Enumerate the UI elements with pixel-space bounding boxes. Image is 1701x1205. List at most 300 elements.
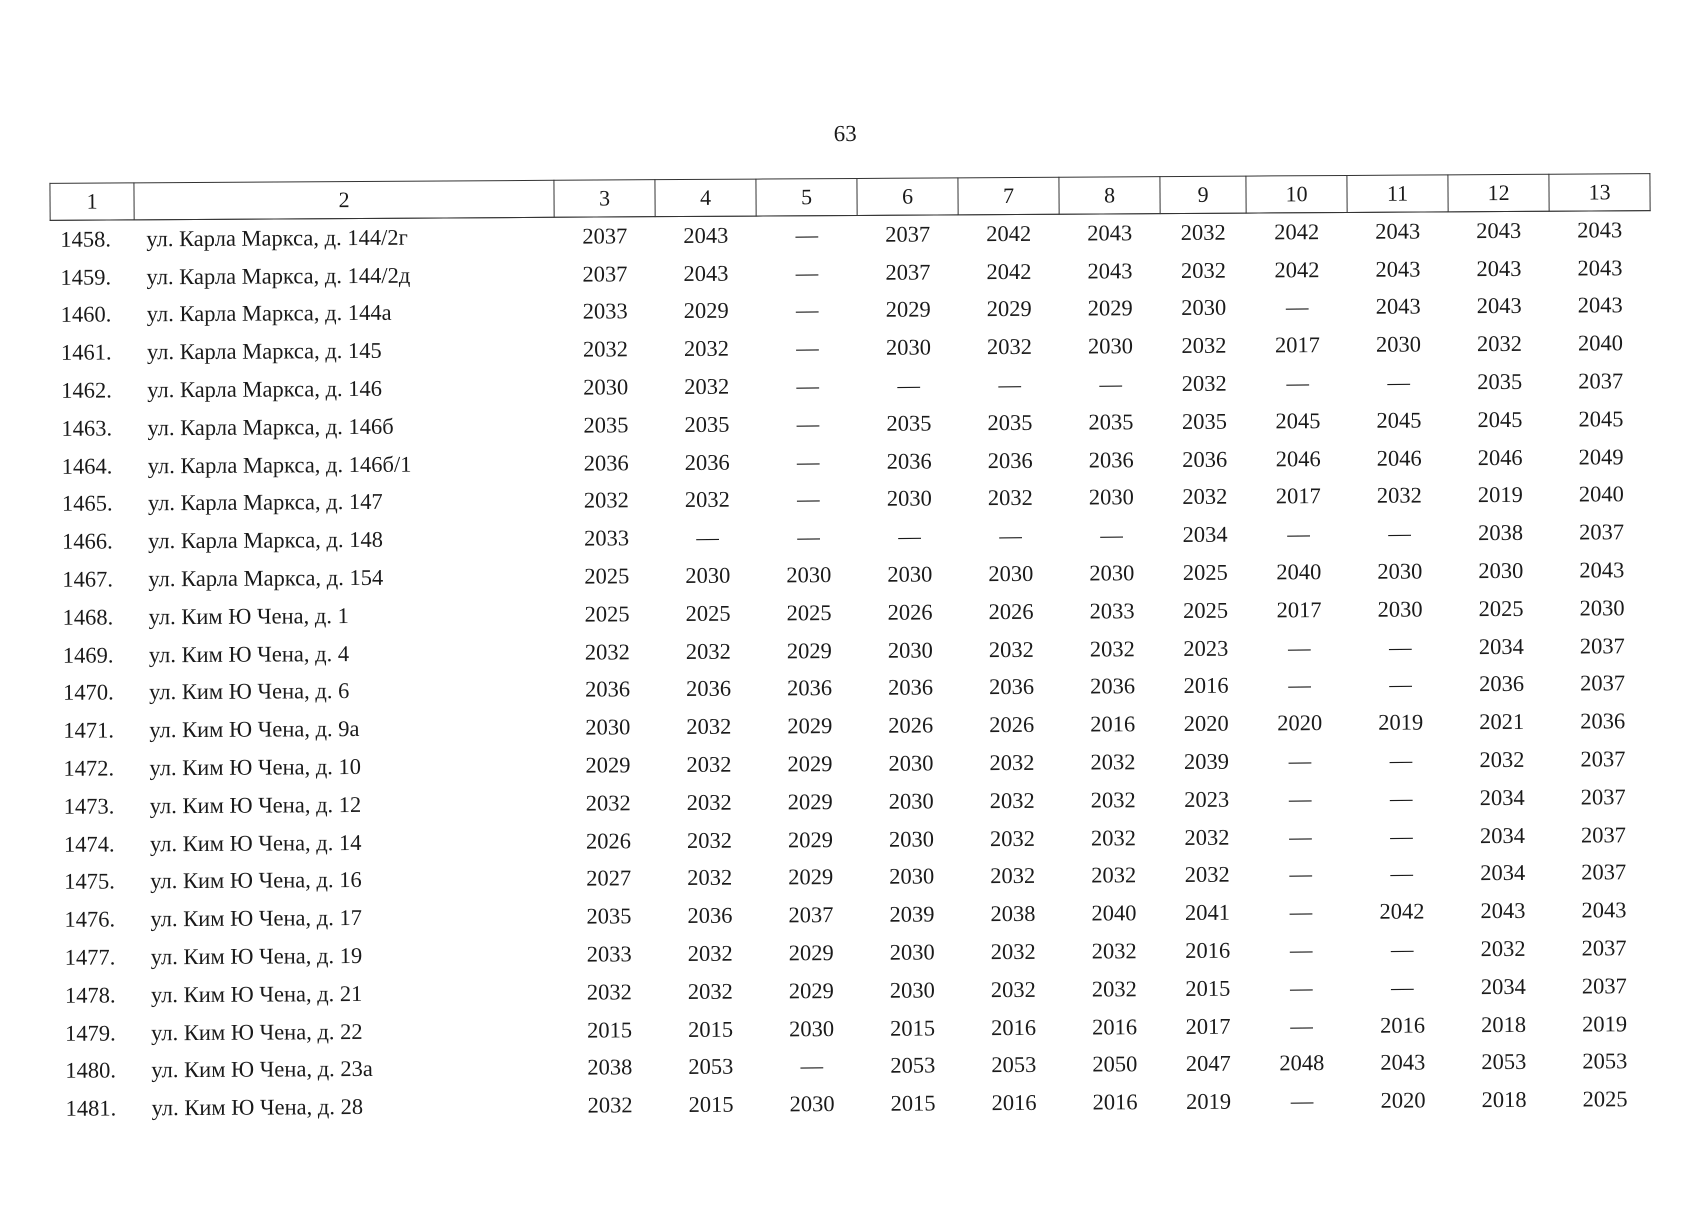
year-cell: 2042 <box>1274 256 1320 283</box>
year-cell: 2032 <box>584 639 630 665</box>
year-cell: — <box>1286 370 1310 396</box>
year-cell: 2032 <box>1184 824 1230 850</box>
year-cell: 2038 <box>1478 520 1524 546</box>
column-header: 1 <box>50 183 134 221</box>
year-cell: 2036 <box>988 674 1035 700</box>
year-cell: 2030 <box>887 637 933 663</box>
year-cell: 2034 <box>1478 633 1524 659</box>
year-cell: 2037 <box>885 221 931 247</box>
year-cell: — <box>796 448 820 474</box>
year-cell: 2037 <box>1579 670 1626 696</box>
year-cell: — <box>796 335 819 361</box>
year-cell: 2036 <box>1088 446 1134 473</box>
table-body <box>50 211 1656 1128</box>
address-cell: ул. Ким Ю Чена, д. 17 <box>150 905 363 932</box>
year-cell: — <box>897 372 921 398</box>
year-cell: — <box>1389 672 1412 698</box>
year-cell: 2030 <box>885 334 932 361</box>
year-cell: 2032 <box>1476 331 1523 357</box>
row-number: 1474. <box>63 831 115 857</box>
year-cell: 2032 <box>1090 787 1136 813</box>
year-cell: 2025 <box>1182 597 1229 623</box>
year-cell: 2036 <box>887 674 934 701</box>
row-number: 1466. <box>62 528 113 555</box>
year-cell: 2038 <box>990 901 1036 927</box>
year-cell: 2036 <box>886 448 932 474</box>
year-cell: 2030 <box>1181 295 1227 321</box>
year-cell: 2040 <box>1578 481 1624 508</box>
year-cell: 2030 <box>1087 333 1134 359</box>
year-cell: 2030 <box>988 560 1034 587</box>
year-cell: 2045 <box>1376 407 1422 433</box>
year-cell: 2043 <box>1476 255 1522 281</box>
year-cell: 2032 <box>1480 935 1526 962</box>
address-cell: ул. Ким Ю Чена, д. 6 <box>148 678 350 705</box>
year-cell: 2029 <box>788 940 834 966</box>
year-cell: 2039 <box>889 901 935 927</box>
year-cell: 2038 <box>587 1054 633 1081</box>
year-cell: 2025 <box>584 601 630 627</box>
address-cell: ул. Ким Ю Чена, д. 22 <box>151 1018 363 1045</box>
column-header: 13 <box>1549 174 1650 212</box>
year-cell: 2043 <box>1480 898 1526 924</box>
year-cell: 2032 <box>683 336 730 362</box>
year-cell: 2032 <box>986 334 1033 360</box>
year-cell: 2025 <box>1182 559 1228 586</box>
row-number: 1481. <box>65 1095 117 1122</box>
year-cell: 2043 <box>1577 217 1623 243</box>
year-cell: 2043 <box>1577 292 1623 319</box>
column-header: 9 <box>1160 176 1246 214</box>
year-cell: 2050 <box>1092 1051 1138 1077</box>
year-cell: 2030 <box>1579 595 1625 621</box>
year-cell: 2032 <box>1182 484 1228 510</box>
year-cell: 2037 <box>1579 519 1625 545</box>
address-cell: ул. Ким Ю Чена, д. 28 <box>151 1094 364 1121</box>
year-cell: 2046 <box>1477 444 1523 470</box>
year-cell: — <box>795 297 819 323</box>
year-cell: 2037 <box>885 259 931 285</box>
year-cell: 2033 <box>586 941 632 967</box>
year-cell: 2046 <box>1376 445 1422 471</box>
year-cell: 2026 <box>988 598 1034 625</box>
year-cell: 2026 <box>888 712 934 739</box>
year-cell: — <box>797 524 820 550</box>
year-cell: 2016 <box>991 1090 1037 1116</box>
year-cell: 2016 <box>1090 711 1136 737</box>
year-cell: 2032 <box>1090 824 1137 851</box>
year-cell: 2037 <box>1580 746 1626 772</box>
year-cell: 2017 <box>1185 1013 1231 1039</box>
year-cell: 2053 <box>890 1052 936 1079</box>
year-cell: 2016 <box>1092 1013 1138 1040</box>
year-cell: 2034 <box>1479 784 1525 811</box>
row-number: 1478. <box>64 982 116 1008</box>
row-number: 1459. <box>60 264 112 290</box>
year-cell: 2030 <box>889 977 935 1003</box>
row-number: 1480. <box>65 1057 117 1084</box>
year-cell: 2036 <box>1089 673 1136 699</box>
address-cell: ул. Карла Маркса, д. 146б <box>147 413 394 441</box>
year-cell: 2032 <box>686 751 732 778</box>
year-cell: — <box>1389 785 1413 811</box>
column-header: 2 <box>134 180 554 220</box>
year-cell: 2032 <box>687 940 733 967</box>
address-cell: ул. Ким Ю Чена, д. 9а <box>149 716 360 743</box>
year-cell: 2033 <box>1089 598 1135 624</box>
year-cell: — <box>999 523 1022 549</box>
row-number: 1461. <box>60 339 112 366</box>
year-cell: 2032 <box>989 749 1035 776</box>
year-cell: 2019 <box>1378 709 1424 736</box>
year-cell: 2029 <box>585 752 631 778</box>
year-cell: 2037 <box>1581 935 1627 961</box>
year-cell: 2033 <box>584 525 630 551</box>
year-cell: 2016 <box>1092 1089 1138 1115</box>
year-cell: 2030 <box>889 863 935 890</box>
year-cell: — <box>898 523 921 549</box>
year-cell: 2039 <box>1183 748 1230 775</box>
year-cell: — <box>1288 672 1311 698</box>
year-cell: 2032 <box>687 865 733 891</box>
year-cell: 2015 <box>688 1016 734 1042</box>
year-cell: 2037 <box>1580 821 1627 848</box>
address-cell: ул. Ким Ю Чена, д. 21 <box>150 980 363 1008</box>
year-cell: 2029 <box>683 298 729 324</box>
year-cell: 2045 <box>1578 406 1624 432</box>
address-cell: ул. Ким Ю Чена, д. 14 <box>149 829 362 856</box>
year-cell: 2032 <box>1181 332 1227 359</box>
year-cell: — <box>1390 861 1414 887</box>
year-cell: 2037 <box>1578 368 1624 394</box>
year-cell: 2036 <box>584 676 631 703</box>
row-number: 1475. <box>64 868 115 895</box>
row-number: 1471. <box>63 717 114 744</box>
year-cell: 2020 <box>1277 710 1323 736</box>
year-cell: 2032 <box>1091 976 1137 1002</box>
year-cell: 2036 <box>1580 708 1626 734</box>
year-cell: 2035 <box>583 412 629 438</box>
year-cell: 2015 <box>890 1015 936 1041</box>
year-cell: 2030 <box>1089 560 1135 586</box>
row-number: 1463. <box>61 415 113 441</box>
year-cell: 2034 <box>1479 822 1526 848</box>
year-cell: 2036 <box>1478 671 1525 697</box>
column-header: 7 <box>958 177 1059 215</box>
year-cell: 2043 <box>1380 1049 1426 1076</box>
row-number: 1472. <box>63 755 115 781</box>
year-cell: 2046 <box>1275 445 1321 472</box>
year-cell: 2043 <box>1375 256 1421 282</box>
schedule-table <box>49 173 1656 1128</box>
year-cell: 2016 <box>991 1014 1037 1040</box>
year-cell: 2030 <box>583 374 629 400</box>
year-cell: 2032 <box>989 787 1035 813</box>
year-cell: — <box>998 372 1022 398</box>
year-cell: 2036 <box>786 675 833 701</box>
year-cell: 2026 <box>585 827 632 854</box>
year-cell: — <box>1287 521 1310 547</box>
year-cell: 2032 <box>687 978 733 1004</box>
year-cell: — <box>797 486 820 512</box>
year-cell: 2040 <box>1276 559 1322 585</box>
year-cell: 2045 <box>1275 407 1321 434</box>
year-cell: 2043 <box>1087 220 1133 246</box>
year-cell: — <box>1391 974 1414 1000</box>
year-cell: 2030 <box>585 714 631 740</box>
year-cell: 2032 <box>686 789 732 815</box>
year-cell: 2032 <box>1091 938 1137 964</box>
row-number: 1467. <box>62 566 114 592</box>
address-cell: ул. Карла Маркса, д. 144а <box>146 300 392 327</box>
year-cell: 2036 <box>685 676 732 702</box>
year-cell: 2042 <box>1274 219 1320 245</box>
year-cell: — <box>696 525 719 551</box>
year-cell: 2032 <box>684 487 730 513</box>
year-cell: 2049 <box>1578 443 1624 470</box>
year-cell: 2037 <box>788 902 834 928</box>
year-cell: 2029 <box>986 296 1032 322</box>
year-cell: — <box>1389 747 1413 773</box>
address-cell: ул. Карла Маркса, д. 144/2г <box>146 224 408 252</box>
year-cell: 2032 <box>583 487 629 514</box>
address-cell: ул. Ким Ю Чена, д. 12 <box>149 791 362 819</box>
year-cell: 2030 <box>888 826 935 852</box>
year-cell: 2034 <box>1182 521 1228 548</box>
column-header: 11 <box>1347 175 1448 213</box>
year-cell: 2030 <box>887 561 933 587</box>
address-cell: ул. Ким Ю Чена, д. 16 <box>150 867 362 894</box>
row-number: 1476. <box>64 906 116 933</box>
year-cell: 2032 <box>1090 749 1136 775</box>
year-cell: 2015 <box>688 1091 734 1118</box>
row-number: 1470. <box>62 679 114 706</box>
year-cell: — <box>1290 1088 1314 1114</box>
year-cell: 2019 <box>1185 1088 1232 1115</box>
row-number: 1464. <box>61 453 113 479</box>
year-cell: 2036 <box>687 902 733 929</box>
address-cell: ул. Карла Маркса, д. 148 <box>148 527 383 554</box>
year-cell: 2025 <box>1478 595 1524 622</box>
year-cell: — <box>1290 1012 1313 1038</box>
year-cell: 2037 <box>1579 632 1625 659</box>
year-cell: 2025 <box>786 599 832 626</box>
year-cell: 2015 <box>890 1090 936 1116</box>
address-cell: ул. Карла Маркса, д. 146 <box>147 375 383 403</box>
year-cell: 2025 <box>1582 1086 1628 1112</box>
year-cell: 2029 <box>787 713 833 739</box>
year-cell: 2029 <box>885 296 931 323</box>
year-cell: 2036 <box>987 447 1033 473</box>
year-cell: 2037 <box>582 223 628 249</box>
year-cell: 2019 <box>1582 1010 1628 1037</box>
year-cell: 2035 <box>586 903 632 929</box>
year-cell: 2040 <box>1577 330 1624 356</box>
year-cell: 2053 <box>991 1052 1037 1078</box>
row-number: 1479. <box>65 1020 116 1046</box>
year-cell: 2037 <box>1580 784 1626 810</box>
column-header: 12 <box>1448 174 1549 212</box>
address-cell: ул. Карла Маркса, д. 144/2д <box>146 262 411 289</box>
year-cell: 2026 <box>887 599 933 625</box>
year-cell: 2032 <box>990 938 1036 965</box>
year-cell: 2040 <box>1091 900 1137 926</box>
year-cell: 2032 <box>990 863 1036 889</box>
year-cell: 2032 <box>684 373 730 400</box>
year-cell: 2023 <box>1183 635 1229 661</box>
address-cell: ул. Карла Маркса, д. 154 <box>148 564 384 592</box>
year-cell: 2032 <box>686 827 733 853</box>
year-cell: — <box>1287 634 1311 660</box>
column-header: 8 <box>1059 177 1160 215</box>
year-cell: — <box>795 222 819 248</box>
year-cell: 2036 <box>684 449 730 475</box>
year-cell: — <box>1288 748 1312 774</box>
row-number: 1473. <box>63 793 115 819</box>
year-cell: 2035 <box>886 410 932 436</box>
year-cell: 2035 <box>1477 368 1523 395</box>
year-cell: 2030 <box>786 562 832 588</box>
year-cell: — <box>796 411 820 437</box>
row-number: 1458. <box>60 226 111 252</box>
year-cell: 2030 <box>886 485 932 512</box>
year-cell: 2016 <box>1185 937 1231 963</box>
year-cell: 2053 <box>688 1054 734 1080</box>
year-cell: 2032 <box>1376 482 1422 509</box>
year-cell: — <box>1289 937 1313 963</box>
year-cell: 2033 <box>582 298 628 325</box>
row-number: 1462. <box>61 377 112 403</box>
year-cell: 2029 <box>788 977 834 1004</box>
year-cell: 2032 <box>990 976 1036 1002</box>
year-cell: 2032 <box>1184 862 1230 888</box>
year-cell: 2042 <box>986 220 1032 247</box>
year-cell: 2043 <box>1581 897 1627 923</box>
year-cell: 2043 <box>1579 557 1625 583</box>
year-cell: 2030 <box>1088 484 1134 511</box>
address-cell: ул. Ким Ю Чена, д. 4 <box>148 640 350 667</box>
column-header: 5 <box>756 178 857 216</box>
year-cell: 2030 <box>888 750 934 776</box>
year-cell: 2032 <box>685 638 731 664</box>
year-cell: 2047 <box>1185 1051 1231 1077</box>
column-header: 6 <box>857 178 958 216</box>
row-number: 1477. <box>64 944 116 970</box>
year-cell: 2032 <box>1089 635 1135 662</box>
year-cell: 2030 <box>685 562 731 589</box>
year-cell: 2016 <box>1183 673 1229 699</box>
year-cell: 2021 <box>1479 709 1525 735</box>
address-cell: ул. Карла Маркса, д. 145 <box>146 338 382 365</box>
year-cell: 2030 <box>1377 558 1423 584</box>
year-cell: 2032 <box>987 485 1033 511</box>
year-cell: 2037 <box>582 261 628 287</box>
year-cell: 2027 <box>586 865 632 892</box>
year-cell: 2025 <box>685 600 731 626</box>
year-cell: 2043 <box>1375 218 1421 244</box>
year-cell: — <box>800 1053 824 1079</box>
address-cell: ул. Карла Маркса, д. 147 <box>147 489 383 516</box>
year-cell: 2019 <box>1477 482 1523 508</box>
year-cell: 2030 <box>888 788 934 814</box>
column-header: 4 <box>655 179 756 217</box>
year-cell: 2017 <box>1274 332 1321 358</box>
year-cell: 2032 <box>1181 370 1227 397</box>
year-cell: 2053 <box>1481 1049 1527 1075</box>
address-cell: ул. Ким Ю Чена, д. 1 <box>148 602 349 630</box>
year-cell: 2036 <box>1182 446 1228 472</box>
year-cell: — <box>1388 520 1411 546</box>
year-cell: — <box>1289 823 1312 849</box>
year-cell: 2032 <box>686 713 732 740</box>
address-cell: ул. Ким Ю Чена, д. 23а <box>151 1056 373 1083</box>
year-cell: 2017 <box>1276 596 1322 623</box>
year-cell: 2023 <box>1184 786 1230 812</box>
year-cell: — <box>1390 823 1413 849</box>
year-cell: 2032 <box>1091 862 1137 888</box>
year-cell: 2032 <box>585 790 631 816</box>
year-cell: 2018 <box>1481 1011 1527 1037</box>
year-cell: 2029 <box>787 788 833 815</box>
row-number: 1469. <box>62 642 114 668</box>
year-cell: 2043 <box>1375 293 1421 320</box>
year-cell: 2035 <box>684 411 730 437</box>
year-cell: — <box>1289 861 1313 887</box>
year-cell: 2032 <box>586 979 632 1005</box>
year-cell: 2020 <box>1183 710 1229 737</box>
row-number: 1460. <box>60 301 112 328</box>
address-cell: ул. Ким Ю Чена, д. 19 <box>150 943 363 970</box>
year-cell: 2041 <box>1184 899 1230 926</box>
year-cell: 2032 <box>587 1092 633 1118</box>
year-cell: — <box>1288 786 1312 812</box>
year-cell: — <box>1100 522 1123 548</box>
year-cell: 2043 <box>683 260 729 286</box>
year-cell: 2030 <box>889 939 935 965</box>
year-cell: 2034 <box>1480 973 1526 999</box>
year-cell: 2042 <box>1379 898 1425 925</box>
year-cell: 2029 <box>1087 295 1133 322</box>
year-cell: 2032 <box>582 336 629 362</box>
year-cell: 2035 <box>987 409 1033 436</box>
year-cell: 2015 <box>1185 975 1231 1001</box>
year-cell: 2053 <box>1582 1048 1628 1074</box>
year-cell: 2037 <box>1581 973 1627 999</box>
year-cell: — <box>796 373 820 399</box>
year-cell: 2043 <box>683 222 729 248</box>
year-cell: 2030 <box>789 1091 835 1117</box>
year-cell: 2029 <box>786 637 832 664</box>
year-cell: — <box>1290 975 1313 1001</box>
year-cell: 2043 <box>1476 217 1522 244</box>
year-cell: 2032 <box>989 825 1036 851</box>
address-cell: ул. Карла Маркса, д. 146б/1 <box>147 451 412 478</box>
year-cell: 2036 <box>583 450 629 476</box>
year-cell: — <box>795 259 819 286</box>
year-cell: — <box>1388 634 1412 660</box>
year-cell: — <box>1390 936 1414 962</box>
year-cell: 2025 <box>584 563 630 589</box>
year-cell: 2018 <box>1481 1087 1527 1113</box>
year-cell: 2037 <box>1581 859 1627 885</box>
year-cell: 2015 <box>587 1016 633 1043</box>
year-cell: 2032 <box>1180 219 1226 245</box>
column-header: 10 <box>1246 175 1347 213</box>
year-cell: 2034 <box>1480 860 1526 886</box>
year-cell: 2016 <box>1380 1012 1426 1038</box>
year-cell: 2045 <box>1477 406 1523 433</box>
year-cell: 2035 <box>1181 408 1227 434</box>
